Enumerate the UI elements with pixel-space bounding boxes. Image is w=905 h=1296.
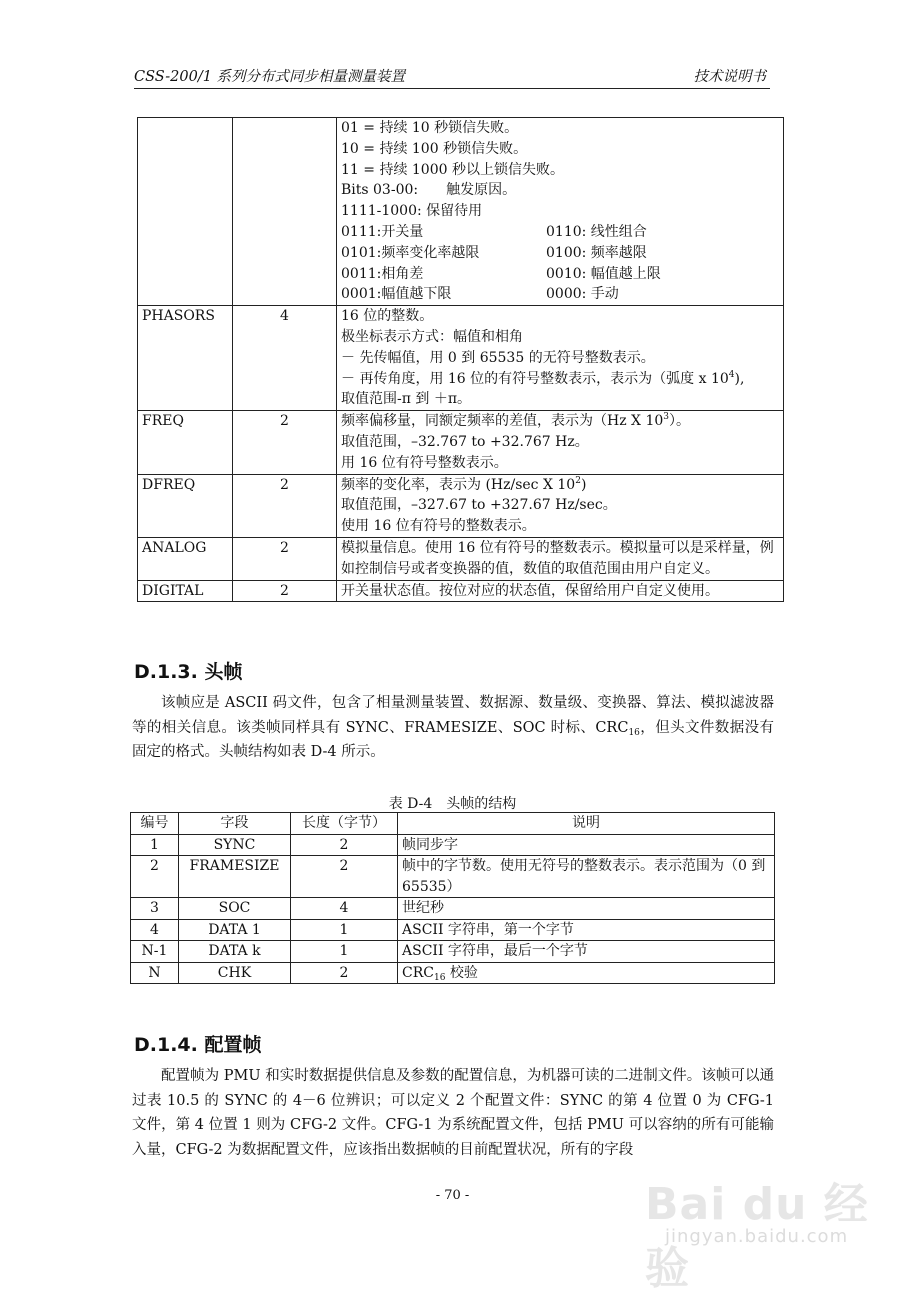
column-header: 编号 — [131, 813, 179, 835]
column-header: 字段 — [179, 813, 291, 835]
header-frame-table — [130, 812, 775, 984]
watermark-brand: Bai du 经验 — [645, 1179, 869, 1294]
field-size: 2 — [233, 580, 337, 602]
section-heading-config-frame: D.1.4. 配置帧 — [134, 1034, 262, 1056]
table-row — [138, 474, 784, 537]
section-paragraph: 该帧应是 ASCII 码文件，包含了相量测量装置、数据源、数量级、变换器、算法、模拟滤波器等的相关信息。该类帧同样具有 SYNC、FRAMESIZE、SOC 时标、$CRC_{16}$，但头文件数据没有固定的格式。头帧结构如表 D-4 所示。 — [132, 695, 774, 760]
table-row: 4 DATA 1 1 ASCII 字符串，第一个字节 — [131, 919, 775, 941]
header-doc-type: 技术说明书 — [693, 69, 766, 85]
field-description: 频率偏移量，同额定频率的差值，表示为（Hz X $10^3$）。 取值范围，–32.767 to +32.767 Hz。 用 16 位有符号整数表示。 — [337, 411, 784, 474]
field-name: DIGITAL — [138, 580, 233, 602]
trigger-code-pair: 0111:开关量 0110: 线性组合 — [341, 223, 647, 240]
field-name: PHASORS — [138, 306, 233, 411]
field-size: 2 — [233, 537, 337, 580]
trigger-code-pair: 0011:相角差 0010: 幅值越上限 — [341, 265, 661, 282]
header-title: CSS-200/1 系列分布式同步相量测量装置 — [134, 69, 406, 85]
field-description: 频率的变化率，表示为 (Hz/sec X $10^2$) 取值范围，–327.67 to +327.67 Hz/sec。 使用 16 位有符号的整数表示。 — [337, 474, 784, 537]
field-name: FREQ — [138, 411, 233, 474]
table-row: N CHK 2 $CRC_{16}$ 校验 — [131, 962, 775, 984]
trigger-code-pair: 0101:频率变化率越限 0100: 频率越限 — [341, 244, 647, 261]
page-header — [134, 62, 770, 89]
table-row — [138, 537, 784, 580]
field-size: 2 — [233, 474, 337, 537]
table-row: 2 FRAMESIZE 2 帧中的字节数。使用无符号的整数表示。表示范围为（0 到 65535） — [131, 856, 775, 898]
field-description: 模拟量信息。使用 16 位有符号的整数表示。模拟量可以是采样量，例如控制信号或者变换器的值，数值的取值范围由用户自定义。 — [337, 537, 784, 580]
table-row — [138, 411, 784, 474]
trigger-code-pair: 0001:幅值越下限 0000: 手动 — [341, 286, 619, 303]
stat-bits-description: 01 = 持续 10 秒锁信失败。 10 = 持续 100 秒锁信失败。 11 = 持续 1000 秒以上锁信失败。 Bits 03-00: 触发原因。 1111-1000: 保留待用 0111:开关量 0110: 线性组合 0101:频率变化率越限 0100: 频率越限 0011:相角差 0010: 幅值越上限 0001:幅值越下限 0000: 手动 — [337, 118, 784, 306]
section-heading-header-frame: D.1.3. 头帧 — [134, 661, 243, 683]
table-row: 1 SYNC 2 帧同步字 — [131, 834, 775, 856]
field-description: 开关量状态值。按位对应的状态值，保留给用户自定义使用。 — [337, 580, 784, 602]
field-name: ANALOG — [138, 537, 233, 580]
table-row — [138, 580, 784, 602]
field-name: DFREQ — [138, 474, 233, 537]
baidu-watermark — [645, 1168, 875, 1294]
field-size: 4 — [233, 306, 337, 411]
field-description: 16 位的整数。 极坐标表示方式：幅值和相角 － 先传幅值，用 0 到 65535 的无符号整数表示。 － 再传角度，用 16 位的有符号整数表示，表示为（弧度 x $10^4$), 取值范围-π 到 ＋π。 — [337, 306, 784, 411]
field-size: 2 — [233, 411, 337, 474]
table-row — [138, 306, 784, 411]
table-row: N-1 DATA k 1 ASCII 字符串，最后一个字节 — [131, 941, 775, 963]
table-row: 3 SOC 4 世纪秒 — [131, 898, 775, 920]
column-header: 说明 — [398, 813, 775, 835]
table-row — [138, 118, 784, 306]
section-paragraph: 配置帧为 PMU 和实时数据提供信息及参数的配置信息，为机器可读的二进制文件。该帧可以通过表 10.5 的 SYNC 的 4－6 位辨识；可以定义 2 个配置文件：SYNC 的第 4 位置 0 为 CFG-1 文件，第 4 位置 1 则为 CFG-2 文件。CFG-1 为系统配置文件，包括 PMU 可以容纳的所有可能输入量，CFG-2 为数据配置文件，应该指出数据帧的目前配置状况，所有的字段 — [132, 1068, 774, 1158]
column-header: 长度（字节） — [291, 813, 398, 835]
page-number: - 70 - — [435, 1188, 470, 1203]
table-header-row — [131, 813, 775, 835]
field-table — [137, 117, 784, 602]
watermark-url: jingyan.baidu.com — [665, 1226, 849, 1247]
table-caption: 表 D-4 头帧的结构 — [388, 796, 517, 812]
